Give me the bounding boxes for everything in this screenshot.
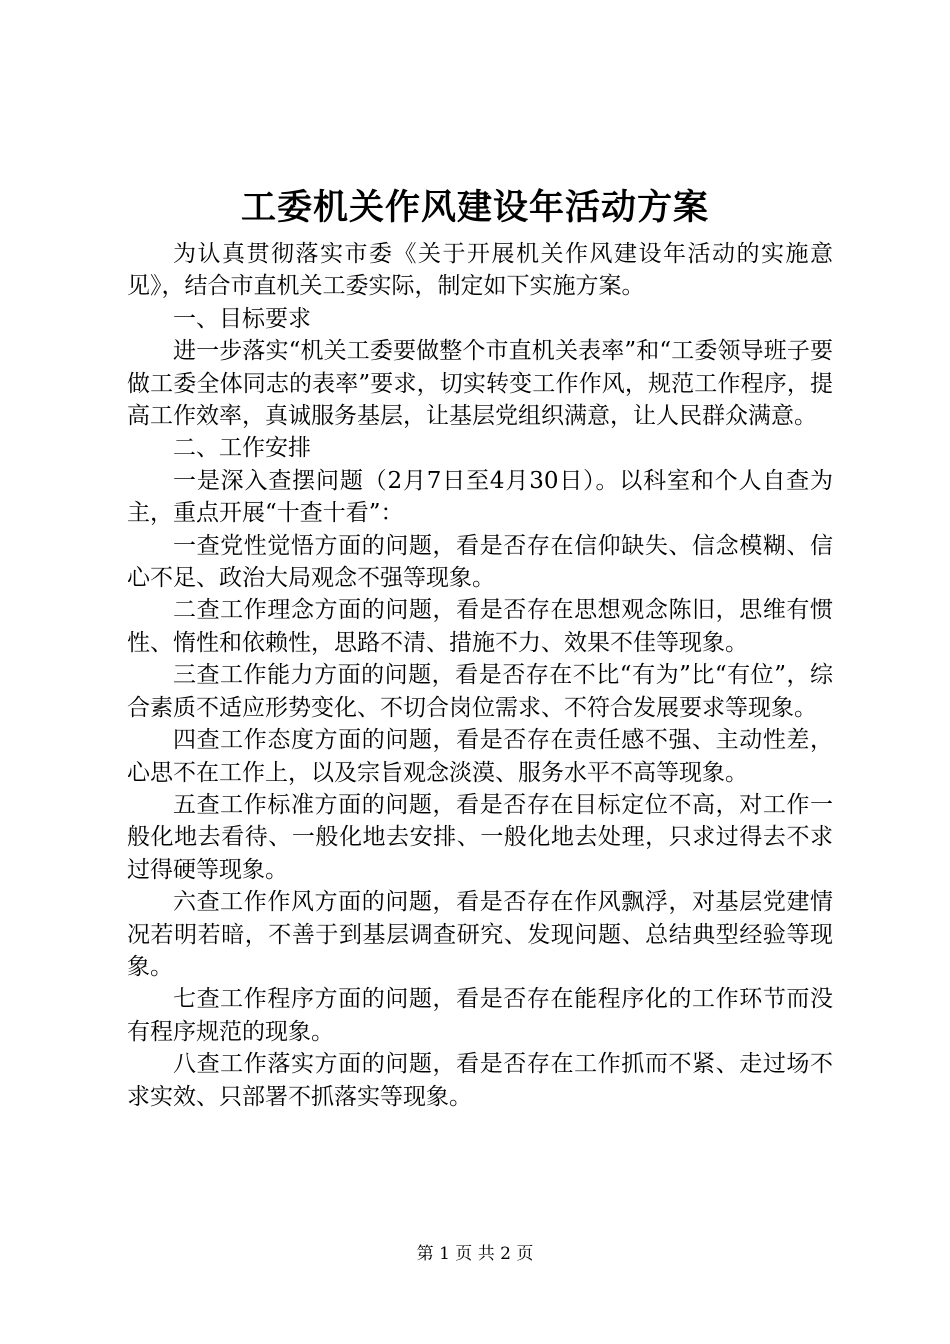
paragraph-goals: 进一步落实“机关工委要做整个市直机关表率”和“工委领导班子要做工委全体同志的表率”要求，切实转变工作作风，规范工作程序，提高工作效率，真诚服务基层，让基层党组织满意，让人民群众满意。 — [127, 338, 833, 430]
document-body — [127, 238, 833, 1113]
paragraph-check-1: 一查党性觉悟方面的问题，看是否存在信仰缺失、信念模糊、信心不足、政治大局观念不强等现象。 — [127, 532, 833, 592]
paragraph-check-7: 七查工作程序方面的问题，看是否存在能程序化的工作环节而没有程序规范的现象。 — [127, 986, 833, 1045]
paragraph-intro: 为认真贯彻落实市委《关于开展机关作风建设年活动的实施意见》，结合市直机关工委实际，制定如下实施方案。 — [127, 241, 833, 300]
paragraph-check-4: 四查工作态度方面的问题，看是否存在责任感不强、主动性差，心思不在工作上，以及宗旨观念淡漠、服务水平不高等现象。 — [127, 727, 833, 786]
document-title: 工委机关作风建设年活动方案 — [240, 188, 709, 228]
section-heading-arrangement: 二、工作安排 — [173, 435, 311, 462]
paragraph-check-2: 二查工作理念方面的问题，看是否存在思想观念陈旧，思维有惯性、惰性和依赖性，思路不清、措施不力、效果不佳等现象。 — [127, 597, 833, 656]
paragraph-check-6: 六查工作作风方面的问题，看是否存在作风飘浮，对基层党建情况若明若暗，不善于到基层调查研究、发现问题、总结典型经验等现象。 — [127, 889, 833, 980]
paragraph-step-one: 一是深入查摆问题（2月7日至4月30日）。以科室和个人自查为主，重点开展“十查十看”： — [127, 467, 833, 527]
page-number-footer: 第 1 页 共 2 页 — [416, 1244, 534, 1264]
paragraph-check-3: 三查工作能力方面的问题，看是否存在不比“有为”比“有位”，综合素质不适应形势变化、不切合岗位需求、不符合发展要求等现象。 — [127, 662, 833, 721]
paragraph-check-5: 五查工作标准方面的问题，看是否存在目标定位不高，对工作一般化地去看待、一般化地去安排、一般化地去处理，只求过得去不求过得硬等现象。 — [127, 791, 833, 883]
section-heading-goals: 一、目标要求 — [173, 305, 311, 332]
paragraph-check-8: 八查工作落实方面的问题，看是否存在工作抓而不紧、走过场不求实效、只部署不抓落实等现象。 — [127, 1051, 833, 1110]
